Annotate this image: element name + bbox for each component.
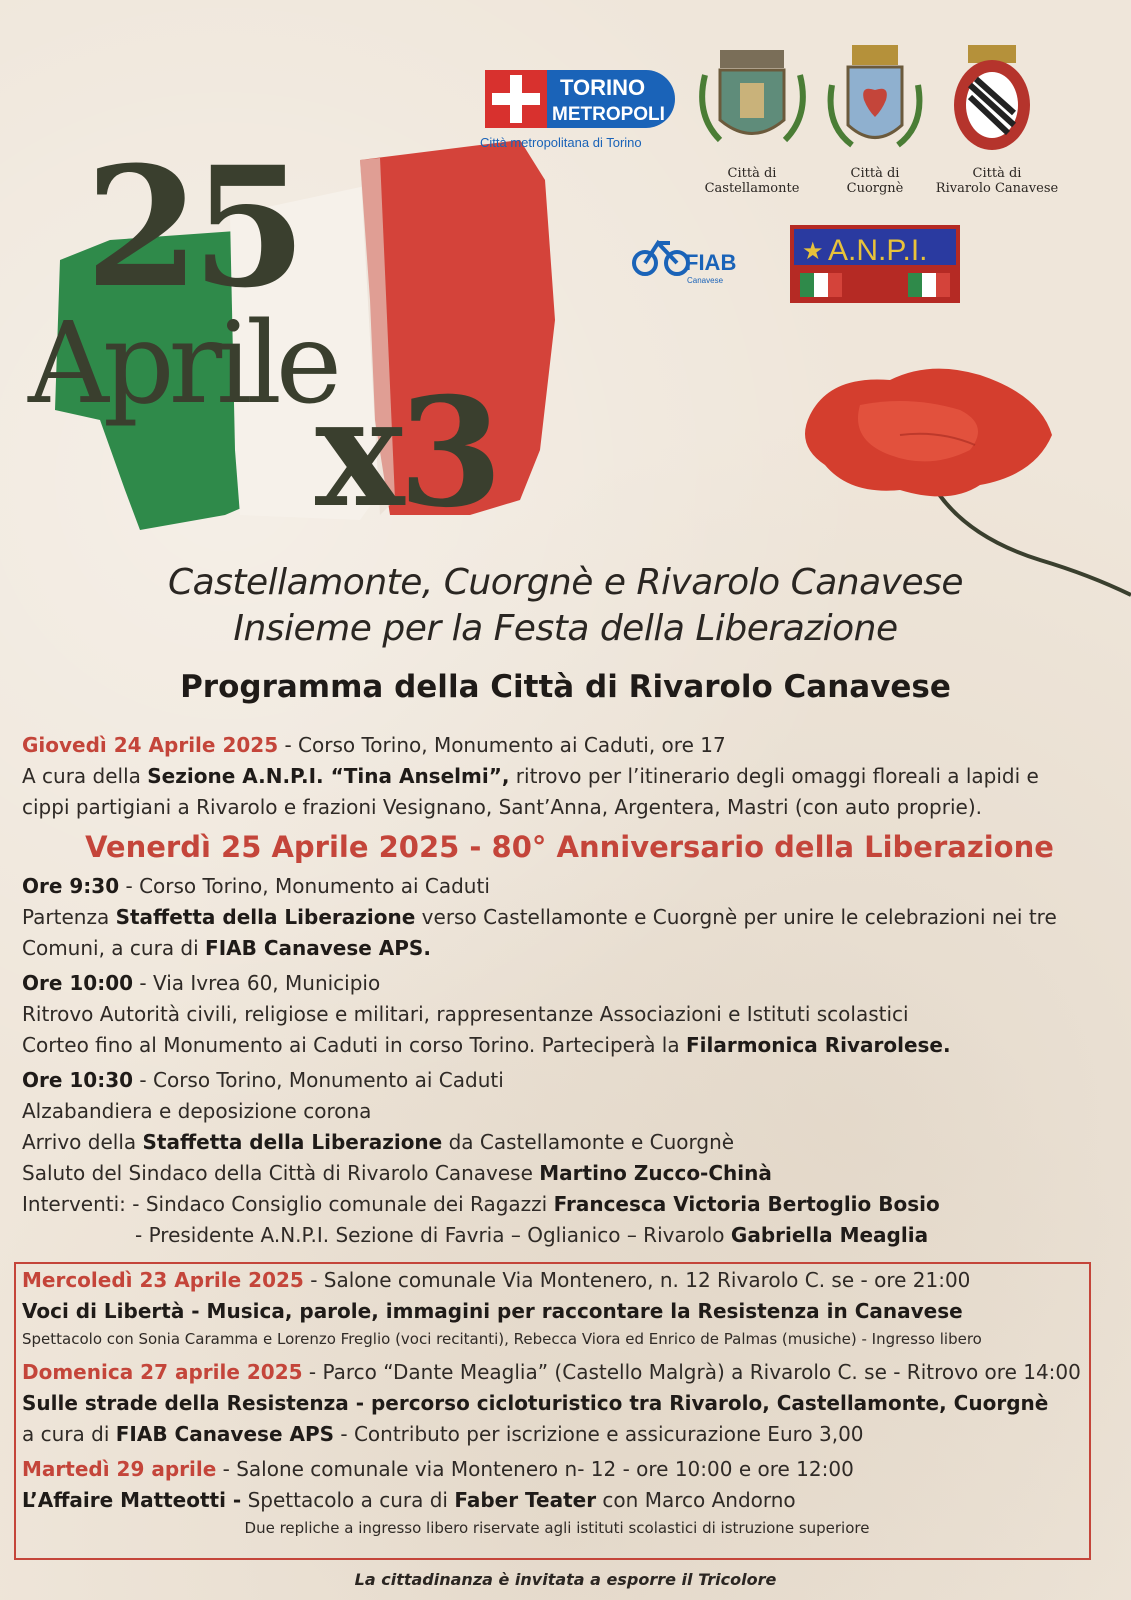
svg-text:Canavese: Canavese: [687, 276, 724, 285]
svg-text:Città di: Città di: [727, 166, 777, 181]
ore1030-line6: - Presidente A.N.P.I. Sezione di Favria – Oglianico – Rivarolo Gabriella Meaglia: [135, 1223, 929, 1247]
sponsor-logos: [480, 25, 1120, 325]
ore930-line3: Comuni, a cura di FIAB Canavese APS.: [22, 936, 431, 960]
anpi-logo: [790, 225, 960, 303]
cuorgne-crest-icon: [831, 45, 920, 196]
hero-25: 25: [85, 130, 299, 324]
svg-text:A.N.P.I.: A.N.P.I.: [828, 234, 928, 267]
ore1000-line2: Ritrovo Autorità civili, religiose e militari, rappresentanze Associazioni e Istituti scolastici: [22, 1002, 909, 1026]
program-body: [22, 730, 1117, 1251]
hero-aprile: Aprile: [28, 299, 337, 429]
svg-text:Città metropolitana di Torino: Città metropolitana di Torino: [480, 135, 642, 150]
other-events-list: [22, 1265, 1122, 1540]
rivarolo-crest-icon: [936, 45, 1059, 196]
ore1000-line3: Corteo fino al Monumento ai Caduti in corso Torino. Parteciperà la Filarmonica Rivarolese.: [22, 1033, 951, 1057]
headline-line2: Insieme per la Festa della Liberazione: [233, 608, 898, 649]
event2-line3: a cura di FIAB Canavese APS - Contributo per iscrizione e assicurazione Euro 3,00: [22, 1422, 864, 1446]
giovedi-line3: cippi partigiani a Rivarolo e frazioni Vesignano, Sant’Anna, Argentera, Mastri (con auto proprie).: [22, 795, 982, 819]
svg-text:★: ★: [802, 237, 824, 265]
hero-x3: x3: [315, 365, 497, 541]
event1-title: Voci di Libertà - Musica, parole, immagini per raccontare la Resistenza in Canavese: [22, 1299, 963, 1323]
event3-line1: Martedì 29 aprile - Salone comunale via Montenero n- 12 - ore 10:00 e ore 12:00: [22, 1457, 854, 1481]
svg-text:METROPOLI: METROPOLI: [552, 104, 665, 125]
headline-line1: Castellamonte, Cuorgnè e Rivarolo Canavese: [167, 562, 964, 603]
ore1030-line4: Saluto del Sindaco della Città di Rivarolo Canavese Martino Zucco-Chinà: [22, 1161, 772, 1185]
ore1030-line1: Ore 10:30 - Corso Torino, Monumento ai Caduti: [22, 1068, 504, 1092]
svg-text:Castellamonte: Castellamonte: [704, 181, 800, 196]
event3-line2: L’Affaire Matteotti - Spettacolo a cura di Faber Teater con Marco Andorno: [22, 1488, 796, 1512]
event1-line1: Mercoledì 23 Aprile 2025 - Salone comunale Via Montenero, n. 12 Rivarolo C. se - ore 21:00: [22, 1268, 971, 1292]
ore1030-line3: Arrivo della Staffetta della Liberazione da Castellamonte e Cuorgnè: [22, 1130, 735, 1154]
fiab-logo: [634, 243, 736, 285]
ore930-line2: Partenza Staffetta della Liberazione verso Castellamonte e Cuorgnè per unire le celebrazioni nei tre: [22, 905, 1057, 929]
giovedi-line1: Giovedì 24 Aprile 2025 - Corso Torino, Monumento ai Caduti, ore 17: [22, 733, 726, 757]
venerdi-title: Venerdì 25 Aprile 2025 - 80° Anniversario della Liberazione: [85, 830, 1054, 864]
svg-text:TORINO: TORINO: [560, 75, 646, 100]
ore1000-line1: Ore 10:00 - Via Ivrea 60, Municipio: [22, 971, 381, 995]
castellamonte-crest-icon: [702, 50, 803, 196]
svg-text:Città di: Città di: [850, 166, 900, 181]
torino-metropoli-logo: [480, 70, 675, 150]
event2-title: Sulle strade della Resistenza - percorso cicloturistico tra Rivarolo, Castellamonte, Cuorgnè: [22, 1391, 1049, 1415]
headline-block: [0, 560, 1131, 652]
ore930-line1: Ore 9:30 - Corso Torino, Monumento ai Caduti: [22, 874, 490, 898]
ore1030-line2: Alzabandiera e deposizione corona: [22, 1099, 372, 1123]
svg-text:FIAB: FIAB: [685, 250, 737, 275]
program-title: Programma della Città di Rivarolo Canavese: [180, 669, 951, 705]
giovedi-line2: A cura della Sezione A.N.P.I. “Tina Anselmi”, ritrovo per l’itinerario degli omaggi floreali a lapidi e: [22, 764, 1039, 788]
footer-note: La cittadinanza è invitata a esporre il Tricolore: [354, 1570, 777, 1589]
svg-text:Rivarolo Canavese: Rivarolo Canavese: [935, 181, 1059, 196]
svg-text:Città di: Città di: [972, 166, 1022, 181]
event1-note: Spettacolo con Sonia Caramma e Lorenzo Freglio (voci recitanti), Rebecca Viora ed Enrico de Palmas (musiche) - Ingresso libero: [22, 1330, 982, 1348]
svg-text:Cuorgnè: Cuorgnè: [846, 181, 904, 196]
event3-note: Due repliche a ingresso libero riservate agli istituti scolastici di istruzione superiore: [244, 1519, 870, 1537]
ore1030-line5: Interventi: - Sindaco Consiglio comunale dei Ragazzi Francesca Victoria Bertoglio Bosio: [22, 1192, 940, 1216]
event2-line1: Domenica 27 aprile 2025 - Parco “Dante Meaglia” (Castello Malgrà) a Rivarolo C. se - Ritrovo ore 14:00: [22, 1360, 1081, 1384]
